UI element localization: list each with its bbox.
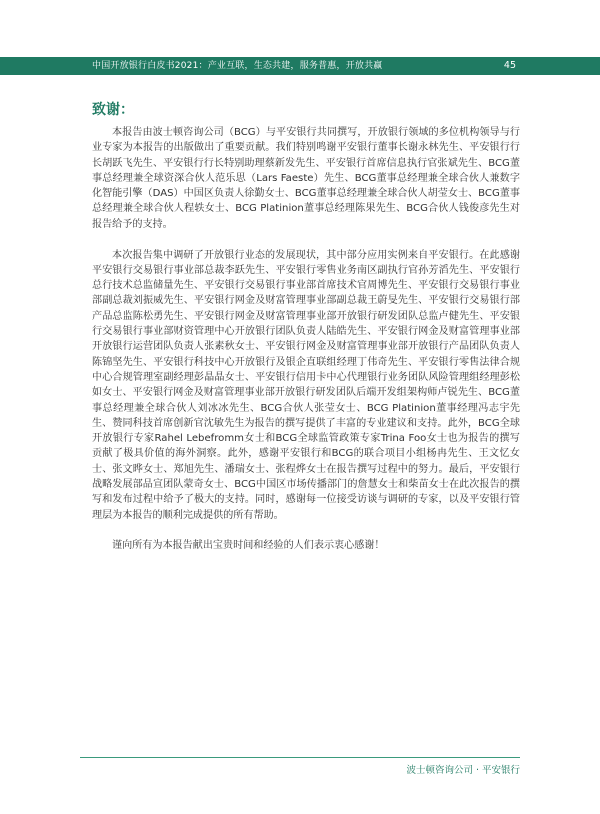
document-title: 中国开放银行白皮书2021：产业互联，生态共建，服务普惠，开放共赢 xyxy=(92,61,383,71)
paragraph-acknowledgement-2: 本次报告集中调研了开放银行业态的发展现状，其中部分应用实例来自平安银行。在此感谢平安银行交易银行事业部总裁李跃先生、平安银行零售业务南区副执行官孙芳滔先生、平安银行总行技术总监储量先生、平安银行交易银行事业部首席技术官周博先生、平安银行交易银行事业部副总裁刘振威先生、平安银行网金及财富管理事业部副总裁王蔚旻先生、平安银行交易银行部产品总监陈松勇先生、平安银行网金及财富管理事业部开放银行研发团队总监卢健先生、平安银行交易银行事业部财资管理中心开放银行团队负责人陆皓先生、平安银行网金及财富管理事业部开放银行运营团队负责人张素秋女士、平安银行网金及财富管理事业部开放银行产品团队负责人陈锦坚先生、平安银行科技中心开放银行及银企直联组经理丁伟奇先生、平安银行零售法律合规中心合规管理室副经理彭晶晶女士、平安银行信用卡中心代理银行业务团队风险管理组经理彭松如女士、平安银行网金及财富管理事业部开放银行研发团队后端开发组架构师卢锐先生、BCG董事总经理兼全球合伙人刘冰冰先生、BCG合伙人张莹女士、BCG Platinion董事经理冯志宇先生、赞同科技首席创新官沈敏先生为报告的撰写提供了丰富的专业建议和支持。此外，BCG全球开放银行专家Rahel Lebefromm女士和BCG全球监管政策专家Trina Foo女士也为报告的撰写贡献了极具价值的海外洞察。此外，感谢平安银行和BCG的联合项目小组杨冉先生、王文忆女士、张文晔女士、郑旭先生、潘瑞女士、张程烨女士在报告撰写过程中的努力。最后，平安银行战略发展部品宣团队蒙奇女士、BCG中国区市场传播部门的詹慧女士和柴苗女士在此次报告的撰写和发布过程中给予了极大的支持。同时，感谢每一位接受访谈与调研的专家，以及平安银行管理层为本报告的顺利完成提供的所有帮助。 xyxy=(92,249,520,521)
acknowledgements-body xyxy=(92,125,520,554)
paragraph-closing: 谨向所有为本报告献出宝贵时间和经验的人们表示衷心感谢！ xyxy=(112,540,385,552)
paragraph-acknowledgement-1: 本报告由波士顿咨询公司（BCG）与平安银行共同撰写，开放银行领域的多位机构领导与行业专家为本报告的出版做出了重要贡献。我们特别鸣谢平安银行董事长谢永林先生、平安银行行长胡跃飞先生、平安银行行长特别助理蔡新发先生、平安银行首席信息执行官张斌先生、BCG董事总经理兼全球资深合伙人范乐思（Lars Faeste）先生、BCG董事总经理兼全球合伙人兼数字化智能引擎（DAS）中国区负责人徐勤女士、BCG董事总经理兼全球合伙人胡莹女士、BCG董事总经理兼全球合伙人程轶女士、BCG Platinion董事总经理陈果先生、BCG合伙人钱俊彦先生对报告给予的支持。 xyxy=(92,127,520,230)
page-number: 45 xyxy=(503,60,516,71)
section-title: 致谢： xyxy=(92,102,134,118)
footer-divider xyxy=(80,757,520,758)
header-bar xyxy=(0,57,600,75)
footer-authors: 波士顿咨询公司 · 平安银行 xyxy=(406,765,520,776)
